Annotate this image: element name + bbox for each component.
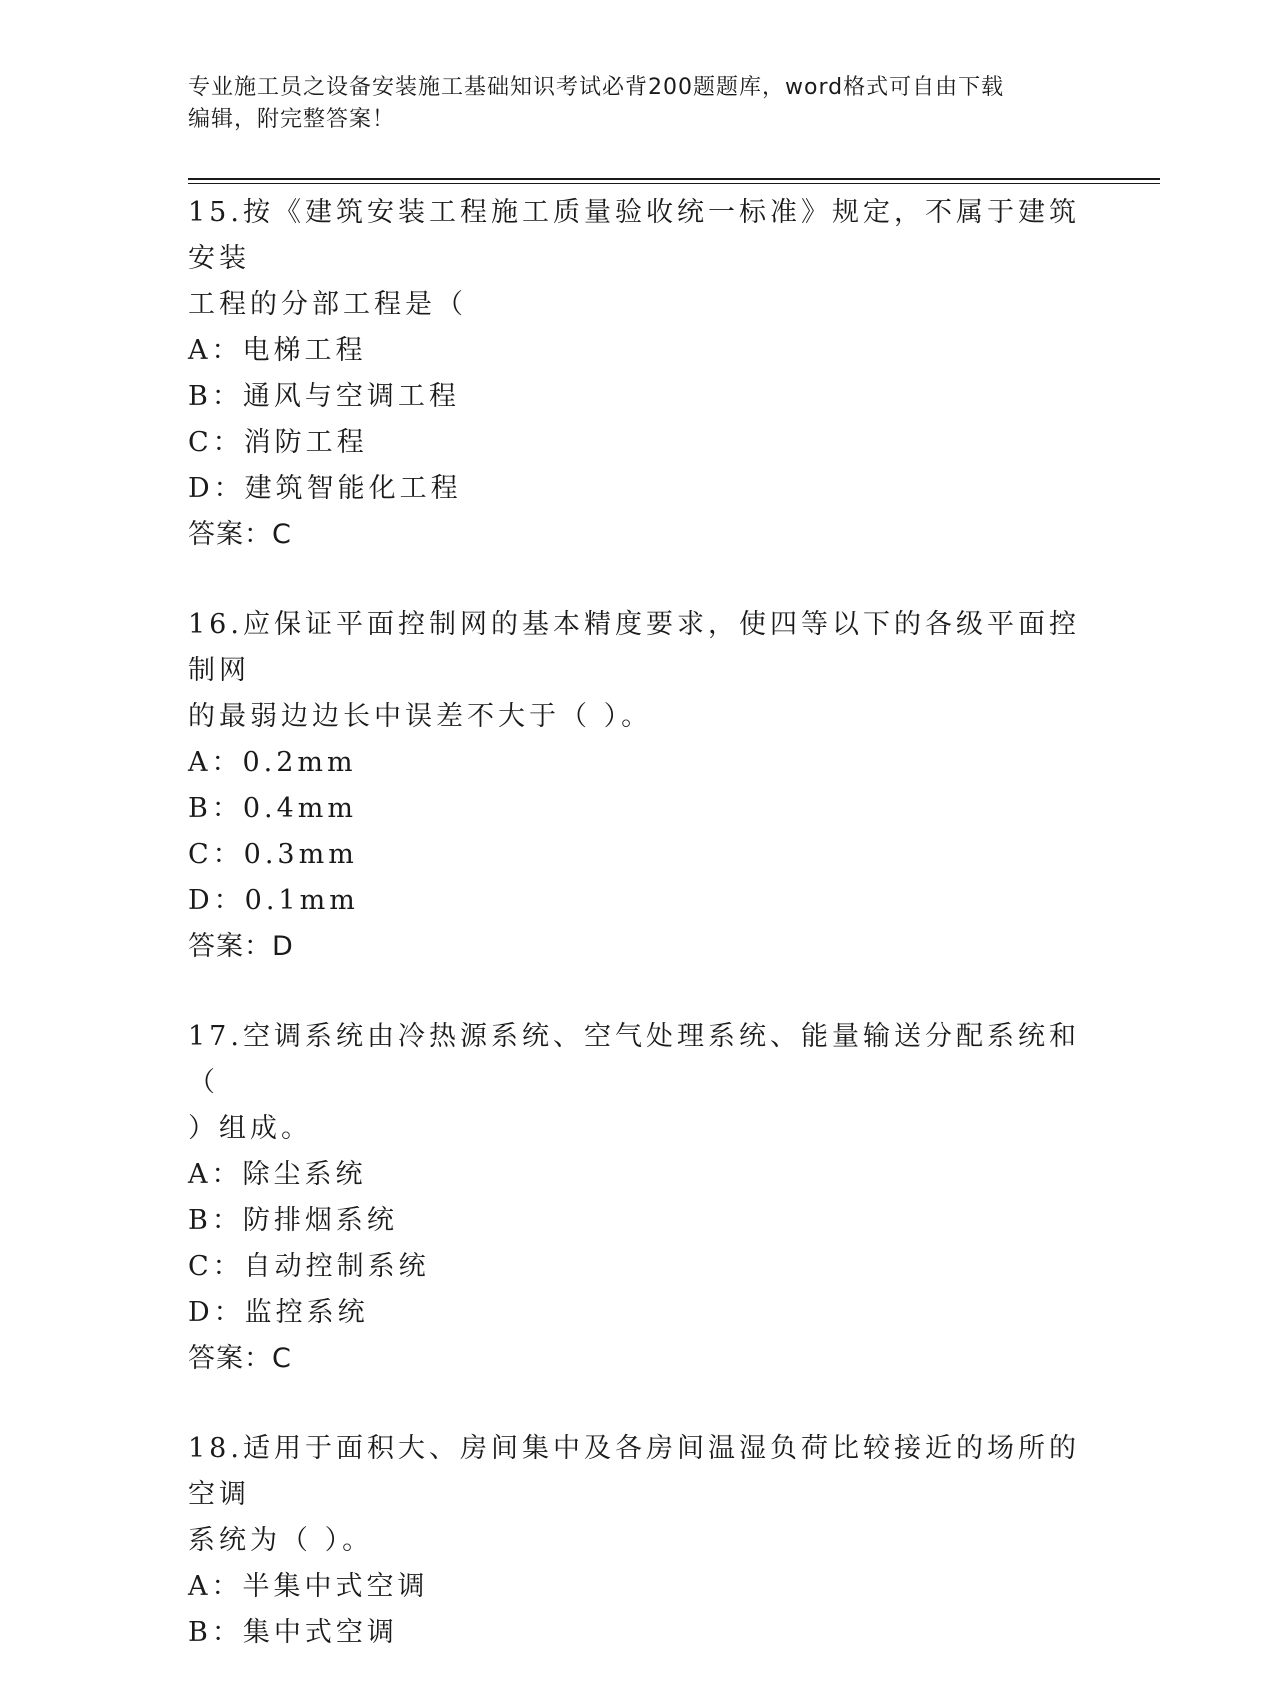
- question-15: [188, 190, 1088, 558]
- answer-line: 答案：C: [188, 519, 292, 550]
- option-d: D：0.1mm: [188, 885, 359, 916]
- option-a: A：电梯工程: [188, 335, 367, 366]
- header-line-2: 编辑，附完整答案！: [188, 107, 396, 132]
- answer-line: 答案：C: [188, 1343, 292, 1374]
- option-c: C：0.3mm: [188, 839, 358, 870]
- header-divider-thin: [188, 183, 1160, 184]
- question-stem-line: 工程的分部工程是（: [188, 289, 467, 320]
- option-c: C：消防工程: [188, 427, 368, 458]
- header-divider-thick: [188, 178, 1160, 180]
- option-d: D：建筑智能化工程: [188, 473, 462, 504]
- question-stem-line: 17.空调系统由冷热源系统、空气处理系统、能量输送分配系统和（: [188, 1021, 1080, 1098]
- option-b: B：防排烟系统: [188, 1205, 398, 1236]
- option-c: C：自动控制系统: [188, 1251, 430, 1282]
- question-18: [188, 1426, 1088, 1656]
- header-line-1: 专业施工员之设备安装施工基础知识考试必背200题题库，word格式可自由下载: [188, 75, 1005, 100]
- question-stem-line: 15.按《建筑安装工程施工质量验收统一标准》规定，不属于建筑安装: [188, 197, 1080, 274]
- question-stem-line: 16.应保证平面控制网的基本精度要求，使四等以下的各级平面控制网: [188, 609, 1080, 686]
- option-b: B：通风与空调工程: [188, 381, 460, 412]
- question-list: [188, 190, 1088, 1700]
- question-17: [188, 1014, 1088, 1382]
- question-stem-line: ）组成。: [188, 1113, 312, 1144]
- question-stem-line: 的最弱边边长中误差不大于（ ）。: [188, 701, 653, 732]
- option-b: B：集中式空调: [188, 1617, 398, 1648]
- option-a: A：半集中式空调: [188, 1571, 429, 1602]
- option-b: B：0.4mm: [188, 793, 357, 824]
- option-d: D：监控系统: [188, 1297, 369, 1328]
- option-a: A：0.2mm: [188, 747, 357, 778]
- question-stem-line: 系统为（ ）。: [188, 1525, 374, 1556]
- document-header: [188, 72, 1088, 136]
- question-16: [188, 602, 1088, 970]
- question-stem-line: 18.适用于面积大、房间集中及各房间温湿负荷比较接近的场所的空调: [188, 1433, 1080, 1510]
- option-a: A：除尘系统: [188, 1159, 367, 1190]
- answer-line: 答案：D: [188, 931, 294, 962]
